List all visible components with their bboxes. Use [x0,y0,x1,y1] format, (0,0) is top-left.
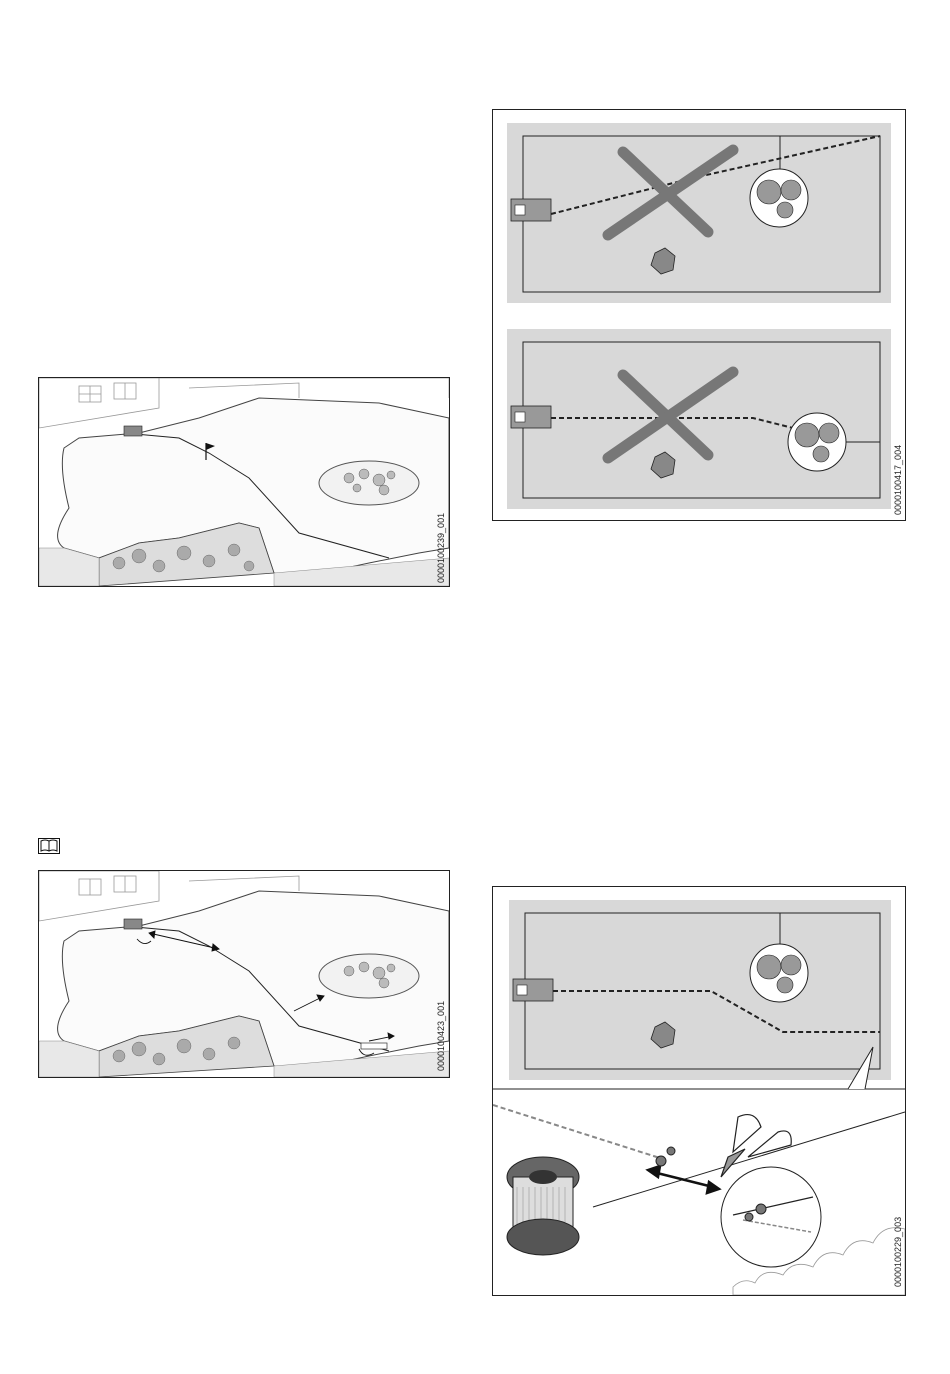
base-station-icon [511,406,551,428]
book-icon [38,838,60,859]
lawn-distances-illustration [39,871,449,1077]
base-station-icon [513,979,553,1001]
lawn-flag-illustration [39,378,449,586]
flower-bed-icon [788,413,846,471]
figure-code: 0000100239_001 [436,512,446,583]
wire-spool-icon [507,1157,579,1255]
flower-bed-icon [750,944,808,1002]
figure-code: 0000100417_004 [893,444,903,515]
guide-wire-layout-illustration [493,110,905,520]
flower-bed-icon [750,169,808,227]
magnifier-detail [721,1167,821,1267]
figure-guide-wire-layout [492,109,906,521]
figure-code: 0000100229_003 [893,1216,903,1287]
figure-lawn-distances [38,870,450,1078]
figure-lawn-flag [38,377,450,587]
base-station-icon [511,199,551,221]
figure-code: 0000100423_001 [436,1000,446,1071]
double-arrow-icon [648,1166,719,1193]
wire-splice-illustration [493,887,905,1295]
figure-wire-splice [492,886,906,1296]
